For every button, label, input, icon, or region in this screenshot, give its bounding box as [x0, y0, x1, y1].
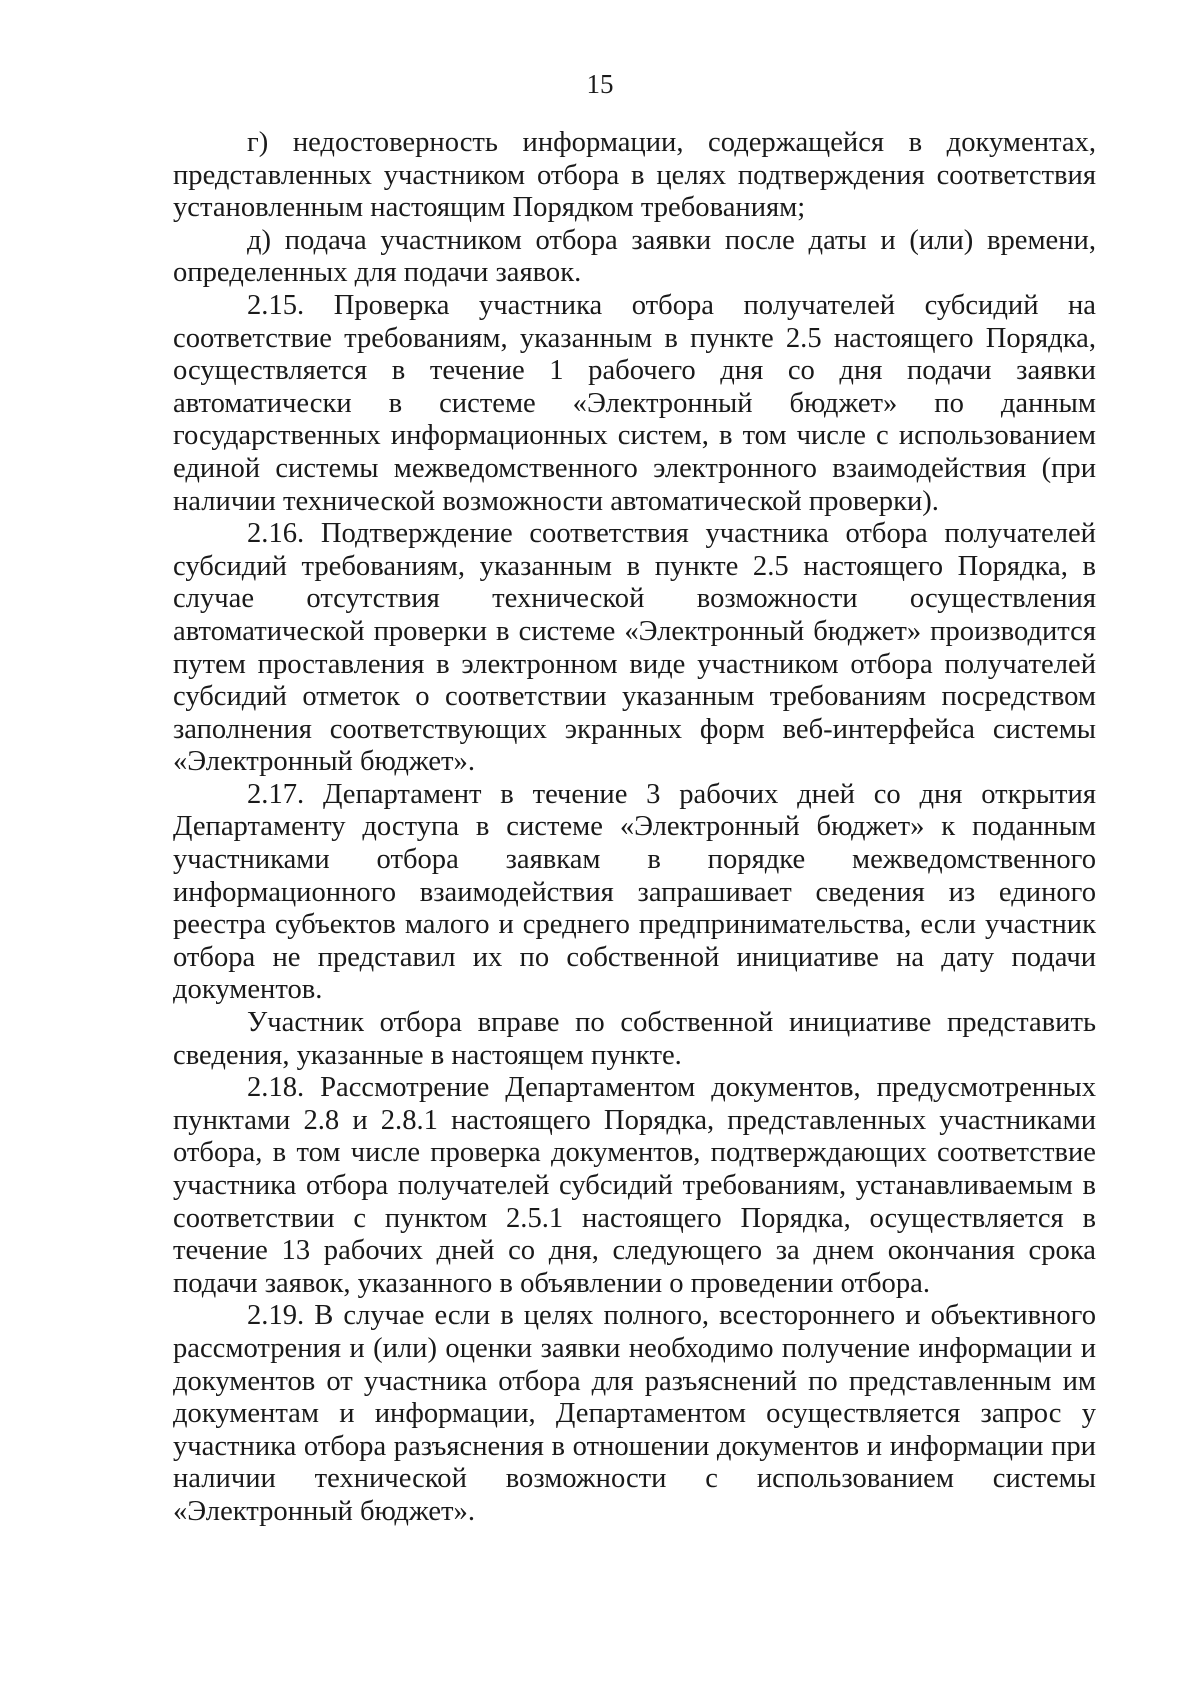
paragraph-2-16: 2.16. Подтверждение соответствия участника отбора получателей субсидий требованиям, указанным в пункте 2.5 настоящего Порядка, в случае отсутствия технической возможности осуществления автоматической проверки в системе «Электронный бюджет» производится путем проставления в электронном виде участником отбора получателей субсидий отметок о соответствии указанным требованиям посредством заполнения соответствующих экранных форм веб-интерфейса системы «Электронный бюджет».	[173, 518, 1096, 778]
paragraph-item-d: д) подача участником отбора заявки после даты и (или) времени, определенных для подачи заявок.	[173, 224, 1096, 289]
paragraph-item-g: г) недостоверность информации, содержащейся в документах, представленных участником отбора в целях подтверждения соответствия установленным настоящим Порядком требованиям;	[173, 127, 1096, 224]
page-number: 15	[586, 69, 614, 99]
paragraph-2-17: 2.17. Департамент в течение 3 рабочих дней со дня открытия Департаменту доступа в системе «Электронный бюджет» к поданным участниками отбора заявкам в порядке межведомственного информационного взаимодействия запрашивает сведения из единого реестра субъектов малого и среднего предпринимательства, если участник отбора не представил их по собственной инициативе на дату подачи документов.	[173, 778, 1096, 1006]
paragraph-2-18: 2.18. Рассмотрение Департаментом документов, предусмотренных пунктами 2.8 и 2.8.1 настоящего Порядка, представленных участниками отбора, в том числе проверка документов, подтверждающих соответствие участника отбора получателей субсидий требованиям, устанавливаемым в соответствии с пунктом 2.5.1 настоящего Порядка, осуществляется в течение 13 рабочих дней со дня, следующего за днем окончания срока подачи заявок, указанного в объявлении о проведении отбора.	[173, 1072, 1096, 1299]
document-body	[173, 127, 1096, 1529]
paragraph-2-19: 2.19. В случае если в целях полного, всестороннего и объективного рассмотрения и (или) оценки заявки необходимо получение информации и документов от участника отбора для разъяснений по представленным им документам и информации, Департаментом осуществляется запрос у участника отбора разъяснения в отношении документов и информации при наличии технической возможности с использованием системы «Электронный бюджет».	[173, 1300, 1096, 1527]
paragraph-2-15: 2.15. Проверка участника отбора получателей субсидий на соответствие требованиям, указанным в пункте 2.5 настоящего Порядка, осуществляется в течение 1 рабочего дня со дня подачи заявки автоматически в системе «Электронный бюджет» по данным государственных информационных систем, в том числе с использованием единой системы межведомственного электронного взаимодействия (при наличии технической возможности автоматической проверки).	[173, 289, 1096, 517]
paragraph-2-17-note: Участник отбора вправе по собственной инициативе представить сведения, указанные в настоящем пункте.	[173, 1007, 1096, 1071]
